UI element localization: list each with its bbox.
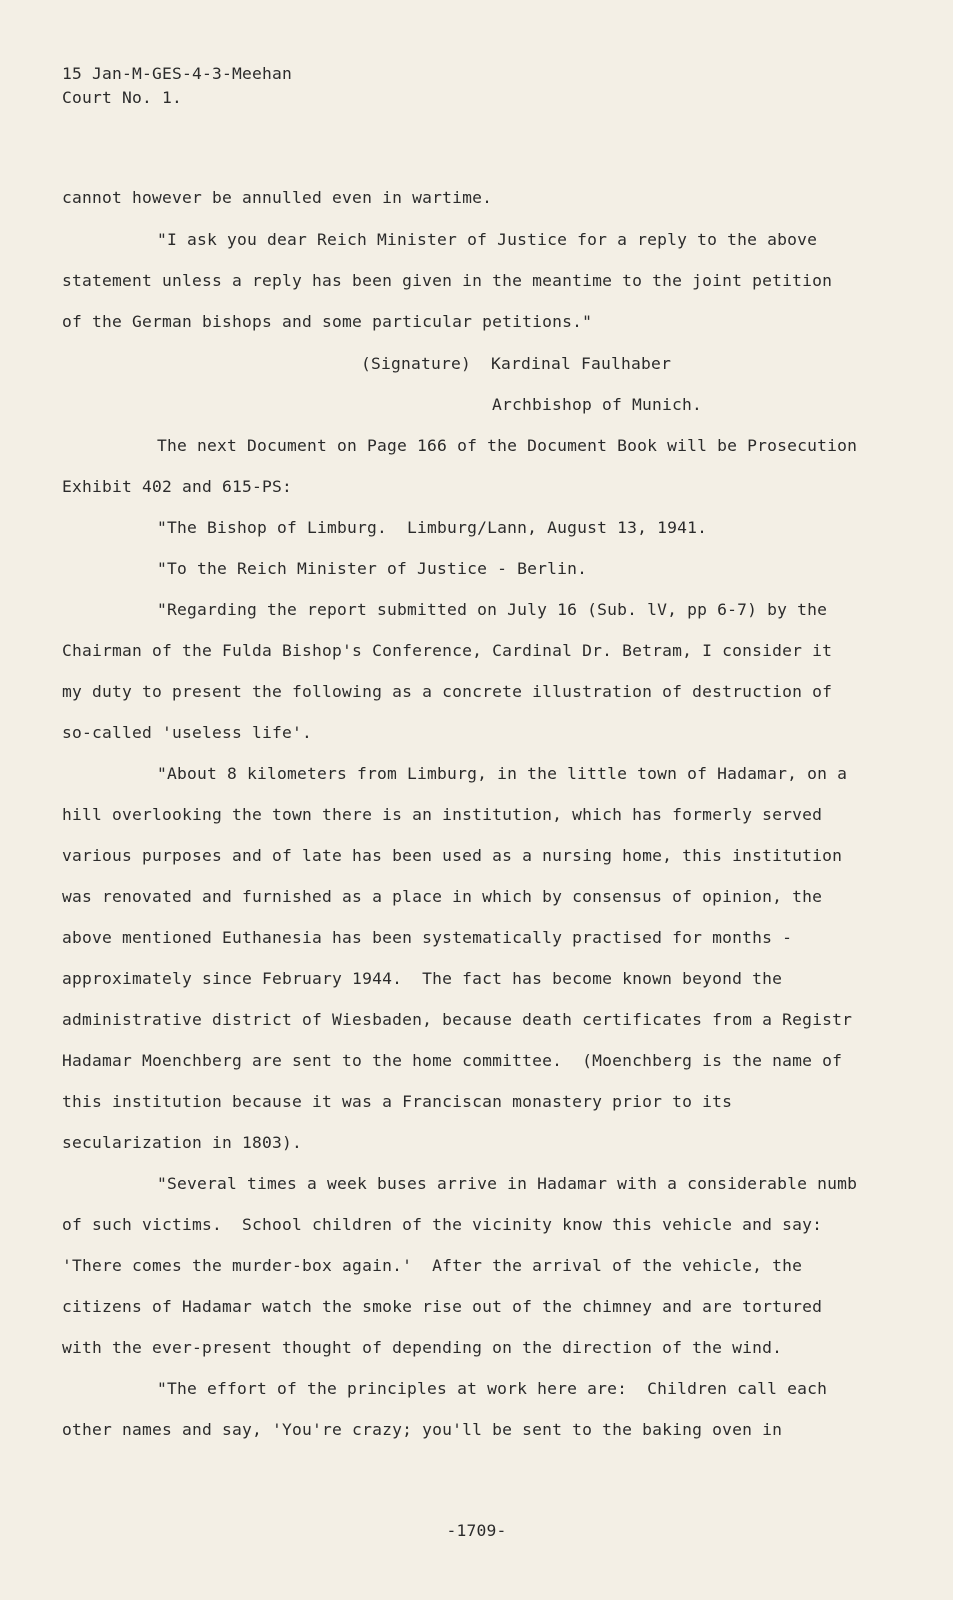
text-line: cannot however be annulled even in wartime. (62, 188, 493, 207)
signature-title: Archbishop of Munich. (492, 395, 703, 414)
court-number: Court No. 1. (62, 88, 183, 107)
text-line: "To the Reich Minister of Justice - Berlin. (157, 559, 588, 578)
text-line: so-called 'useless life'. (62, 723, 313, 742)
text-line: hill overlooking the town there is an institution, which has formerly served (62, 805, 823, 824)
text-line: "Regarding the report submitted on July 16 (Sub. lV, pp 6-7) by the (157, 600, 828, 619)
text-line: administrative district of Wiesbaden, because death certificates from a Registr (62, 1010, 853, 1029)
text-line: "I ask you dear Reich Minister of Justice for a reply to the above (157, 230, 818, 249)
text-line: secularization in 1803). (62, 1133, 303, 1152)
text-line: various purposes and of late has been used as a nursing home, this institution (62, 846, 843, 865)
page-number: -1709- (446, 1521, 507, 1540)
text-line: other names and say, 'You're crazy; you'll be sent to the baking oven in (62, 1420, 783, 1439)
text-line: above mentioned Euthanesia has been systematically practised for months - (62, 928, 793, 947)
text-line: citizens of Hadamar watch the smoke rise out of the chimney and are tortured (62, 1297, 823, 1316)
text-line: "About 8 kilometers from Limburg, in the little town of Hadamar, on a (157, 764, 848, 783)
text-line: "The Bishop of Limburg. Limburg/Lann, August 13, 1941. (157, 518, 708, 537)
text-line: this institution because it was a Franciscan monastery prior to its (62, 1092, 733, 1111)
file-reference: 15 Jan-M-GES-4-3-Meehan (62, 64, 293, 83)
text-line: with the ever-present thought of depending on the direction of the wind. (62, 1338, 783, 1357)
text-line: my duty to present the following as a concrete illustration of destruction of (62, 682, 833, 701)
text-line: 'There comes the murder-box again.' After the arrival of the vehicle, the (62, 1256, 803, 1275)
text-line: The next Document on Page 166 of the Document Book will be Prosecution (157, 436, 858, 455)
text-line: of such victims. School children of the vicinity know this vehicle and say: (62, 1215, 823, 1234)
text-line: of the German bishops and some particular petitions." (62, 312, 593, 331)
text-line: "The effort of the principles at work here are: Children call each (157, 1379, 828, 1398)
signature-line: (Signature) Kardinal Faulhaber (361, 354, 672, 373)
text-line: "Several times a week buses arrive in Hadamar with a considerable numb (157, 1174, 858, 1193)
text-line: Exhibit 402 and 615-PS: (62, 477, 293, 496)
text-line: Hadamar Moenchberg are sent to the home committee. (Moenchberg is the name of (62, 1051, 843, 1070)
text-line: Chairman of the Fulda Bishop's Conference, Cardinal Dr. Betram, I consider it (62, 641, 833, 660)
text-line: was renovated and furnished as a place in which by consensus of opinion, the (62, 887, 823, 906)
text-line: approximately since February 1944. The fact has become known beyond the (62, 969, 783, 988)
text-line: statement unless a reply has been given in the meantime to the joint petition (62, 271, 833, 290)
